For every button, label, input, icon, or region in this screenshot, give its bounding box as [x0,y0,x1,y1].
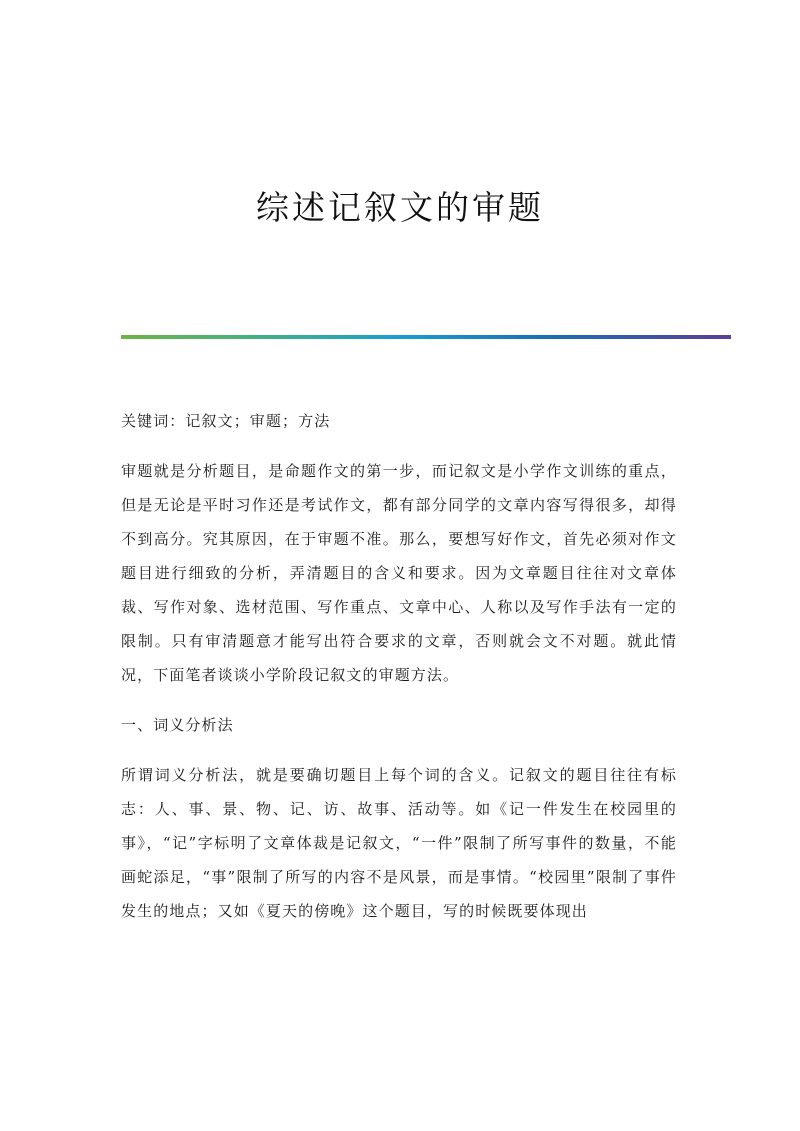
keywords-line [121,404,677,438]
keywords-label: 关键词： [121,412,186,430]
keywords-items: 记叙文；审题；方法 [185,412,331,430]
section-heading: 一、词义分析法 [121,716,234,734]
title-divider [121,335,731,339]
intro-paragraph: 审题就是分析题目，是命题作文的第一步，而记叙文是小学作文训练的重点，但是无论是平时习作还是考试作文，都有部分同学的文章内容写得很多，却得不到高分。究其原因，在于审题不准。那么，要想写好作文，首先必须对作文题目进行细致的分析，弄清题目的含义和要求。因为文章题目往往对文章体裁、写作对象、选材范围、写作重点、文章中心、人称以及写作手法有一定的限制。只有审清题意才能写出符合要求的文章，否则就会文不对题。就此情况，下面笔者谈谈小学阶段记叙文的审题方法。 [121,462,677,684]
document-title: 综述记叙文的审题 [256,188,544,227]
document-body [121,404,677,944]
section-paragraph: 所谓词义分析法，就是要确切题目上每个词的含义。记叙文的题目往往有标志：人、事、景、物、记、访、故事、活动等。如《记一件发生在校园里的事》，“记”字标明了文章体裁是记叙文，“一件”限制了所写事件的数量，不能画蛇添足，“事”限制了所写的内容不是风景，而是事情。“校园里”限制了事件发生的地点；又如《夏天的傍晚》这个题目，写的时候既要体现出 [121,766,677,920]
